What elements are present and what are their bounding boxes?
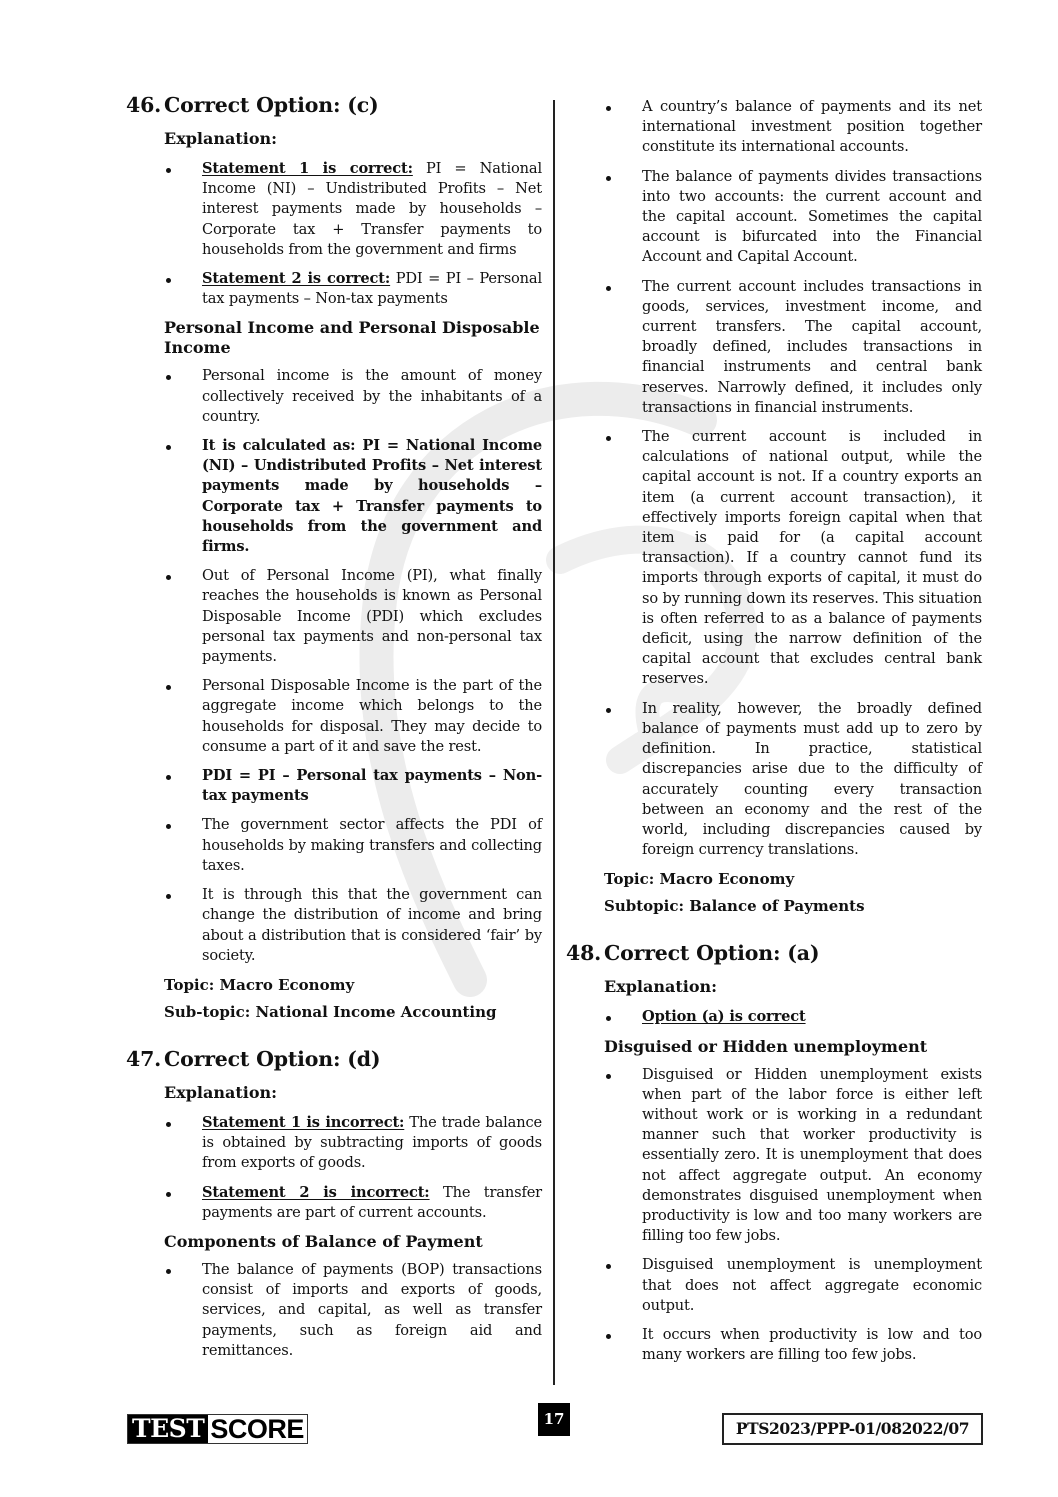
- question-title: Correct Option: (c): [164, 93, 379, 117]
- list-item: It is through this that the government can change the distribution of income and bring about a distribution that is considered ‘fair’ by society.: [164, 885, 542, 966]
- list-item: The current account includes transactions in goods, services, investment income, and current transfers. The capital account, broadly defined, includes transactions in financial instruments and central bank reserves. Narrowly defined, it includes only transactions in financial instruments.: [604, 277, 982, 418]
- bullet-icon: [166, 894, 171, 899]
- list-item: The balance of payments (BOP) transactions consist of imports and exports of goods, services, and capital, as well as transfer payments, such as foreign aid and remittances.: [164, 1260, 542, 1361]
- statement-text: The trade balance is obtained by subtracting imports of goods from exports of goods.: [202, 1113, 542, 1172]
- question-48: [566, 940, 982, 1365]
- question-body: [164, 1082, 542, 1361]
- page-number: 17: [538, 1403, 570, 1436]
- document-code: PTS2023/PPP-01/082022/07: [722, 1413, 983, 1445]
- question-title: Correct Option: (d): [164, 1046, 381, 1071]
- explanation-label: Explanation:: [164, 1082, 278, 1102]
- bullet-list: [164, 1260, 542, 1361]
- bullet-icon: [606, 436, 611, 441]
- bullet-icon: [166, 575, 171, 580]
- subtopic-label: Sub-topic: National Income Accounting: [164, 1002, 497, 1021]
- question-47: [126, 1046, 542, 1361]
- question-number: 48.: [566, 941, 602, 966]
- statement-list: [164, 159, 542, 309]
- bullet-list: [164, 366, 542, 965]
- list-item: In reality, however, the broadly defined balance of payments must add up to zero by definition. In practice, statistical discrepancies arise due to the difficulty of accurately counting every transaction between an economy and the rest of the world, including discrepancies caused by foreign currency translations.: [604, 699, 982, 861]
- section-subheading: Personal Income and Personal Disposable Income: [164, 318, 540, 358]
- list-item: Disguised unemployment is unemployment that does not affect aggregate economic output.: [604, 1255, 982, 1316]
- question-heading: [126, 92, 542, 118]
- list-item: The current account is included in calculations of national output, while the capital account is not. If a country exports an item (a current account transaction), it effectively imports foreign capital when that item is paid for (a capital account transaction). If a country cannot fund its imports through exports of capital, it must do so by running down its reserves. This situation is often referred to as a balance of payments deficit, using the narrow definition of the capital account that excludes central bank reserves.: [604, 427, 982, 690]
- column-divider: [553, 100, 555, 1385]
- topic-label: Topic: Macro Economy: [604, 870, 795, 889]
- list-item: [604, 1007, 982, 1027]
- list-item: [164, 269, 542, 309]
- statement-lead: Statement 2 is correct:: [202, 270, 391, 288]
- logo-test-text: TEST: [128, 1415, 208, 1443]
- list-item: It is calculated as: PI = National Income (NI) – Undistributed Profits – Net interest payments made by households – Corporate tax + Transfer payments to households from the government and firms.: [164, 436, 542, 557]
- list-item: The balance of payments divides transactions into two accounts: the current account and the capital account. Sometimes the capital account is bifurcated into the Financial Account and Capital Account.: [604, 167, 982, 268]
- statement-lead: Option (a) is correct: [642, 1008, 806, 1026]
- bullet-icon: [166, 168, 171, 173]
- bullet-list: [604, 97, 982, 860]
- list-item: [164, 1113, 542, 1174]
- subtopic-label: Subtopic: Balance of Payments: [604, 897, 865, 916]
- statement-text: PI = National Income (NI) – Undistributed Profits – Net interest payments made by households – Corporate tax + Transfer payments to households from the government and firms: [202, 160, 542, 258]
- question-46: [126, 92, 542, 1022]
- statement-text: PDI = PI – Personal tax payments – Non-tax payments: [202, 270, 542, 308]
- bullet-icon: [606, 1334, 611, 1339]
- bullet-icon: [166, 775, 171, 780]
- bullet-list: [604, 1065, 982, 1366]
- statement-lead: Statement 2 is incorrect:: [202, 1183, 430, 1201]
- bullet-icon: [166, 445, 171, 450]
- list-item: Disguised or Hidden unemployment exists when part of the labor force is either left without work or is working in a redundant manner such that worker productivity is essentially zero. It is unemployment that does not affect aggregate output. An economy demonstrates disguised unemployment when productivity is low and too many workers are filling too few jobs.: [604, 1065, 982, 1247]
- list-item: The government sector affects the PDI of households by making transfers and collecting taxes.: [164, 815, 542, 876]
- list-item: Personal income is the amount of money collectively received by the inhabitants of a country.: [164, 366, 542, 427]
- list-item: It occurs when productivity is low and too many workers are filling too few jobs.: [604, 1325, 982, 1365]
- list-item: [164, 159, 542, 260]
- statement-text: The transfer payments are part of current accounts.: [202, 1183, 543, 1221]
- bullet-icon: [606, 708, 611, 713]
- bullet-icon: [166, 1122, 171, 1127]
- bullet-icon: [166, 278, 171, 283]
- bullet-icon: [606, 286, 611, 291]
- logo-score-text: SCORE: [208, 1415, 307, 1443]
- statement-lead: Statement 1 is incorrect:: [202, 1113, 405, 1131]
- left-column: [126, 92, 542, 1370]
- statement-list: [164, 1113, 542, 1223]
- bullet-icon: [606, 1264, 611, 1269]
- bullet-icon: [166, 1269, 171, 1274]
- bullet-icon: [606, 1074, 611, 1079]
- list-item: [164, 1183, 542, 1223]
- list-item: Out of Personal Income (PI), what finally reaches the households is known as Personal Disposable Income (PDI) which excludes personal tax payments and non-personal tax payments.: [164, 566, 542, 667]
- bullet-icon: [166, 685, 171, 690]
- question-heading: [126, 1046, 542, 1072]
- question-body: [164, 128, 542, 1022]
- bullet-icon: [606, 106, 611, 111]
- question-heading: [566, 940, 982, 966]
- list-item: Personal Disposable Income is the part of the aggregate income which belongs to the households for disposal. They may decide to consume a part of it and save the rest.: [164, 676, 542, 757]
- question-body: [604, 976, 982, 1365]
- statement-lead: Statement 1 is correct:: [202, 160, 413, 177]
- bullet-icon: [166, 375, 171, 380]
- question-number: 46.: [126, 93, 162, 117]
- topic-label: Topic: Macro Economy: [164, 975, 355, 994]
- question-47-continued: [604, 97, 982, 916]
- statement-list: [604, 1007, 982, 1027]
- bullet-icon: [166, 824, 171, 829]
- right-column: [566, 97, 982, 1374]
- explanation-label: Explanation:: [164, 129, 278, 148]
- list-item: A country’s balance of payments and its net international investment position together constitute its international accounts.: [604, 97, 982, 158]
- bullet-icon: [606, 176, 611, 181]
- bullet-icon: [166, 1192, 171, 1197]
- list-item: PDI = PI – Personal tax payments – Non-tax payments: [164, 766, 542, 806]
- section-subheading: Components of Balance of Payment: [164, 1231, 483, 1251]
- question-title: Correct Option: (a): [604, 941, 820, 966]
- bullet-icon: [606, 1016, 611, 1021]
- section-subheading: Disguised or Hidden unemployment: [604, 1036, 928, 1056]
- testscore-logo: [127, 1414, 308, 1444]
- explanation-label: Explanation:: [604, 977, 718, 997]
- question-number: 47.: [126, 1046, 162, 1071]
